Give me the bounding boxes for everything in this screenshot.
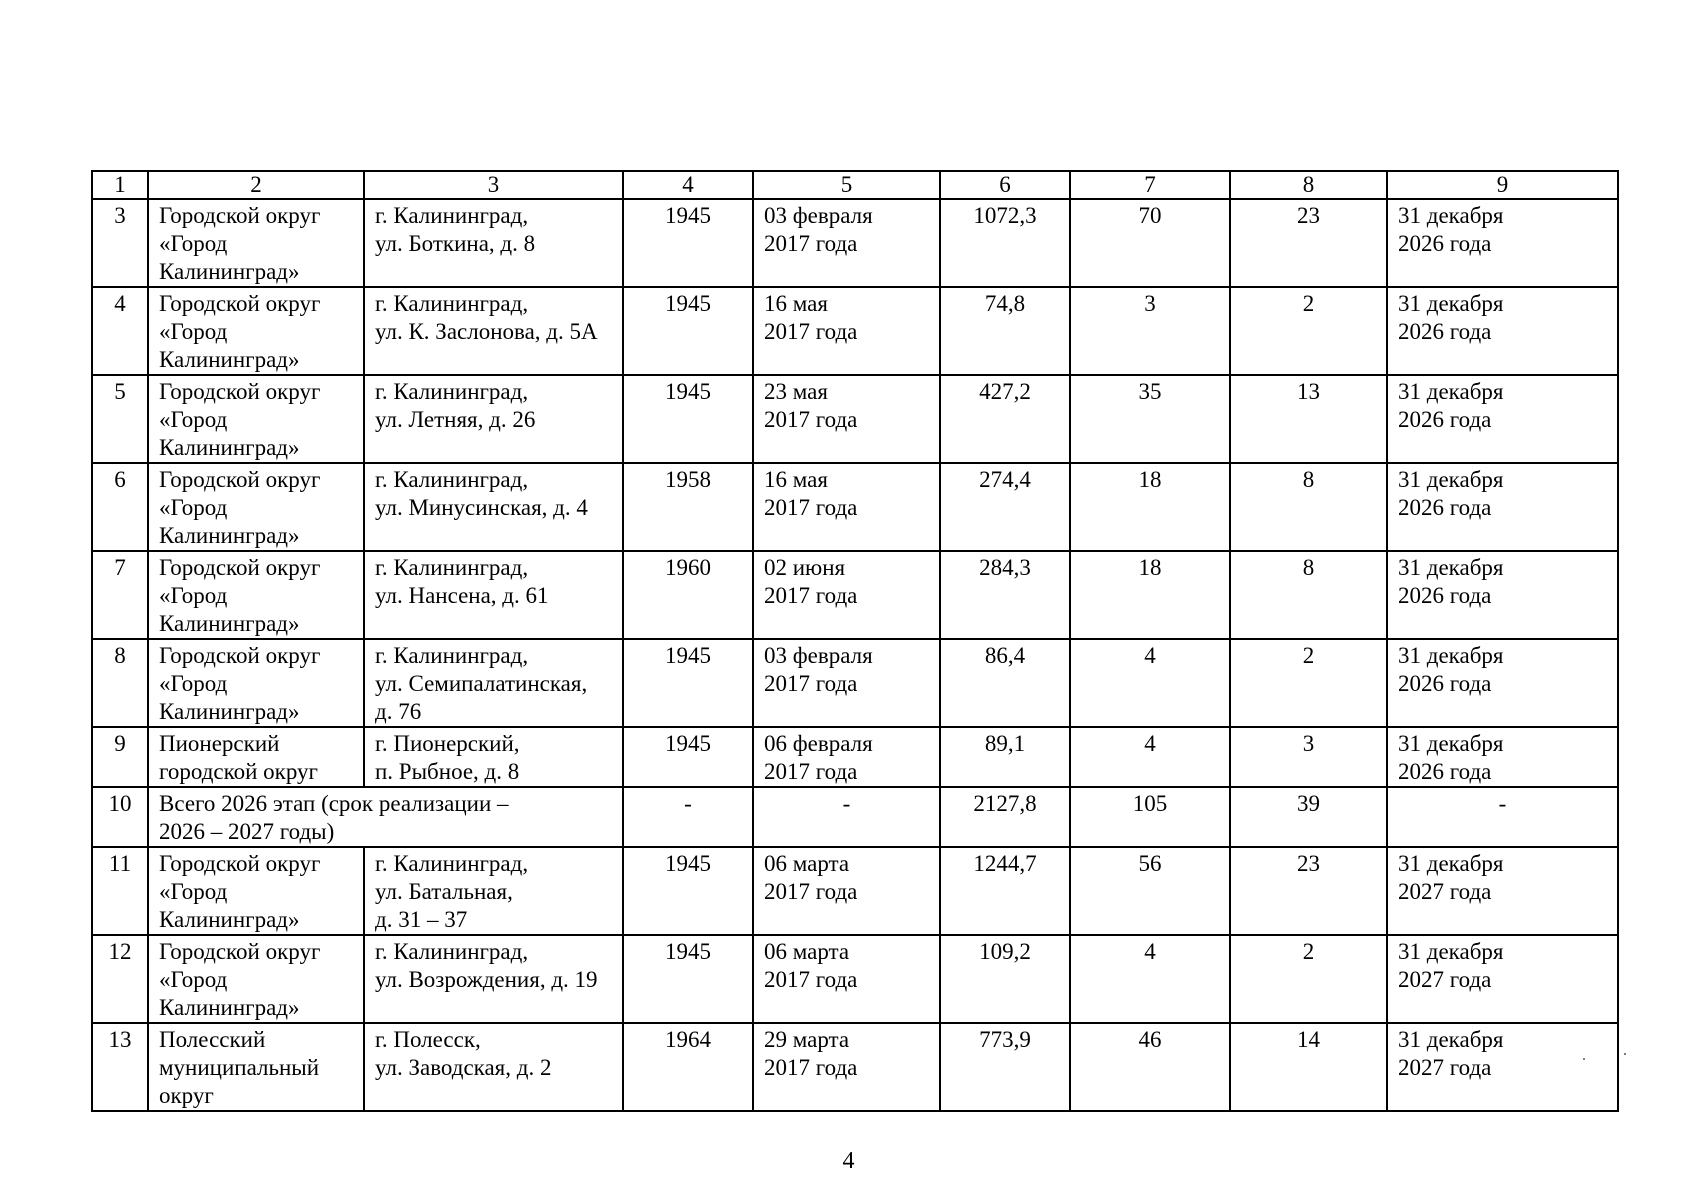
premises-cell: 2	[1230, 639, 1387, 727]
deadline-cell: 31 декабря 2027 года	[1387, 935, 1618, 1023]
premises-cell: 23	[1230, 847, 1387, 935]
column-header: 2	[148, 171, 364, 199]
residents-cell: 35	[1070, 375, 1230, 463]
row-number: 9	[92, 727, 148, 787]
address-cell: г. Калининград, ул. Возрождения, д. 19	[364, 935, 623, 1023]
residents-cell: 3	[1070, 287, 1230, 375]
table-row	[92, 375, 1618, 463]
area-cell: 284,3	[940, 551, 1070, 639]
date-cell: 16 мая 2017 года	[753, 463, 940, 551]
date-cell: 02 июня 2017 года	[753, 551, 940, 639]
column-header: 1	[92, 171, 148, 199]
year-cell: 1964	[623, 1023, 753, 1111]
row-number: 10	[92, 787, 148, 847]
municipality-cell: Городской округ «Город Калининград»	[148, 463, 364, 551]
area-cell: 1244,7	[940, 847, 1070, 935]
total-label: Всего 2026 этап (срок реализации – 2026 – 2027 годы)	[148, 787, 623, 847]
row-number: 6	[92, 463, 148, 551]
municipality-cell: Городской округ «Город Калининград»	[148, 847, 364, 935]
column-header: 3	[364, 171, 623, 199]
column-header: 8	[1230, 171, 1387, 199]
deadline-cell: -	[1387, 787, 1618, 847]
residents-cell: 18	[1070, 463, 1230, 551]
premises-cell: 39	[1230, 787, 1387, 847]
area-cell: 2127,8	[940, 787, 1070, 847]
area-cell: 427,2	[940, 375, 1070, 463]
deadline-cell: 31 декабря 2027 года	[1387, 847, 1618, 935]
area-cell: 74,8	[940, 287, 1070, 375]
municipality-cell: Городской округ «Город Калининград»	[148, 199, 364, 287]
residents-cell: 70	[1070, 199, 1230, 287]
column-header: 7	[1070, 171, 1230, 199]
deadline-cell: 31 декабря 2026 года	[1387, 639, 1618, 727]
row-number: 12	[92, 935, 148, 1023]
column-header: 6	[940, 171, 1070, 199]
scan-speck	[1624, 1053, 1626, 1055]
premises-cell: 14	[1230, 1023, 1387, 1111]
premises-cell: 23	[1230, 199, 1387, 287]
row-number: 4	[92, 287, 148, 375]
date-cell: 03 февраля 2017 года	[753, 199, 940, 287]
row-number: 8	[92, 639, 148, 727]
address-cell: г. Калининград, ул. Минусинская, д. 4	[364, 463, 623, 551]
table-row	[92, 199, 1618, 287]
column-header: 5	[753, 171, 940, 199]
area-cell: 1072,3	[940, 199, 1070, 287]
address-cell: г. Калининград, ул. Боткина, д. 8	[364, 199, 623, 287]
header-row	[92, 171, 1618, 199]
date-cell: 06 февраля 2017 года	[753, 727, 940, 787]
year-cell: -	[623, 787, 753, 847]
address-cell: г. Калининград, ул. Нансена, д. 61	[364, 551, 623, 639]
address-cell: г. Калининград, ул. Семипалатинская, д. 76	[364, 639, 623, 727]
deadline-cell: 31 декабря 2026 года	[1387, 199, 1618, 287]
area-cell: 89,1	[940, 727, 1070, 787]
year-cell: 1960	[623, 551, 753, 639]
table-row	[92, 727, 1618, 787]
table-row	[92, 935, 1618, 1023]
residents-cell: 18	[1070, 551, 1230, 639]
premises-cell: 2	[1230, 287, 1387, 375]
year-cell: 1945	[623, 727, 753, 787]
column-header: 9	[1387, 171, 1618, 199]
area-cell: 86,4	[940, 639, 1070, 727]
table-row	[92, 463, 1618, 551]
residents-cell: 46	[1070, 1023, 1230, 1111]
address-cell: г. Калининград, ул. Батальная, д. 31 – 37	[364, 847, 623, 935]
area-cell: 274,4	[940, 463, 1070, 551]
date-cell: 06 марта 2017 года	[753, 847, 940, 935]
scan-speck	[1583, 1058, 1585, 1060]
residents-cell: 56	[1070, 847, 1230, 935]
residents-cell: 4	[1070, 639, 1230, 727]
premises-cell: 8	[1230, 551, 1387, 639]
area-cell: 109,2	[940, 935, 1070, 1023]
year-cell: 1958	[623, 463, 753, 551]
page-number: 4	[842, 1148, 855, 1174]
date-cell: -	[753, 787, 940, 847]
date-cell: 06 марта 2017 года	[753, 935, 940, 1023]
year-cell: 1945	[623, 935, 753, 1023]
column-header: 4	[623, 171, 753, 199]
municipality-cell: Городской округ «Город Калининград»	[148, 935, 364, 1023]
area-cell: 773,9	[940, 1023, 1070, 1111]
municipality-cell: Пионерский городской округ	[148, 727, 364, 787]
municipality-cell: Городской округ «Город Калининград»	[148, 287, 364, 375]
date-cell: 03 февраля 2017 года	[753, 639, 940, 727]
municipality-cell: Городской округ «Город Калининград»	[148, 639, 364, 727]
table-row	[92, 639, 1618, 727]
table-row	[92, 551, 1618, 639]
premises-cell: 2	[1230, 935, 1387, 1023]
municipality-cell: Городской округ «Город Калининград»	[148, 375, 364, 463]
municipality-cell: Полесский муниципальный округ	[148, 1023, 364, 1111]
row-number: 11	[92, 847, 148, 935]
total-row	[92, 787, 1618, 847]
deadline-cell: 31 декабря 2026 года	[1387, 551, 1618, 639]
deadline-cell: 31 декабря 2026 года	[1387, 375, 1618, 463]
residents-cell: 4	[1070, 727, 1230, 787]
year-cell: 1945	[623, 375, 753, 463]
year-cell: 1945	[623, 199, 753, 287]
data-table	[91, 170, 1619, 1112]
residents-cell: 4	[1070, 935, 1230, 1023]
address-cell: г. Полесск, ул. Заводская, д. 2	[364, 1023, 623, 1111]
municipality-cell: Городской округ «Город Калининград»	[148, 551, 364, 639]
row-number: 3	[92, 199, 148, 287]
address-cell: г. Калининград, ул. Летняя, д. 26	[364, 375, 623, 463]
deadline-cell: 31 декабря 2027 года	[1387, 1023, 1618, 1111]
year-cell: 1945	[623, 847, 753, 935]
date-cell: 29 марта 2017 года	[753, 1023, 940, 1111]
address-cell: г. Калининград, ул. К. Заслонова, д. 5А	[364, 287, 623, 375]
deadline-cell: 31 декабря 2026 года	[1387, 463, 1618, 551]
premises-cell: 8	[1230, 463, 1387, 551]
premises-cell: 3	[1230, 727, 1387, 787]
deadline-cell: 31 декабря 2026 года	[1387, 287, 1618, 375]
row-number: 5	[92, 375, 148, 463]
residents-cell: 105	[1070, 787, 1230, 847]
premises-cell: 13	[1230, 375, 1387, 463]
date-cell: 16 мая 2017 года	[753, 287, 940, 375]
row-number: 13	[92, 1023, 148, 1111]
year-cell: 1945	[623, 287, 753, 375]
year-cell: 1945	[623, 639, 753, 727]
table-row	[92, 287, 1618, 375]
table-row	[92, 847, 1618, 935]
deadline-cell: 31 декабря 2026 года	[1387, 727, 1618, 787]
date-cell: 23 мая 2017 года	[753, 375, 940, 463]
row-number: 7	[92, 551, 148, 639]
address-cell: г. Пионерский, п. Рыбное, д. 8	[364, 727, 623, 787]
table-row	[92, 1023, 1618, 1111]
